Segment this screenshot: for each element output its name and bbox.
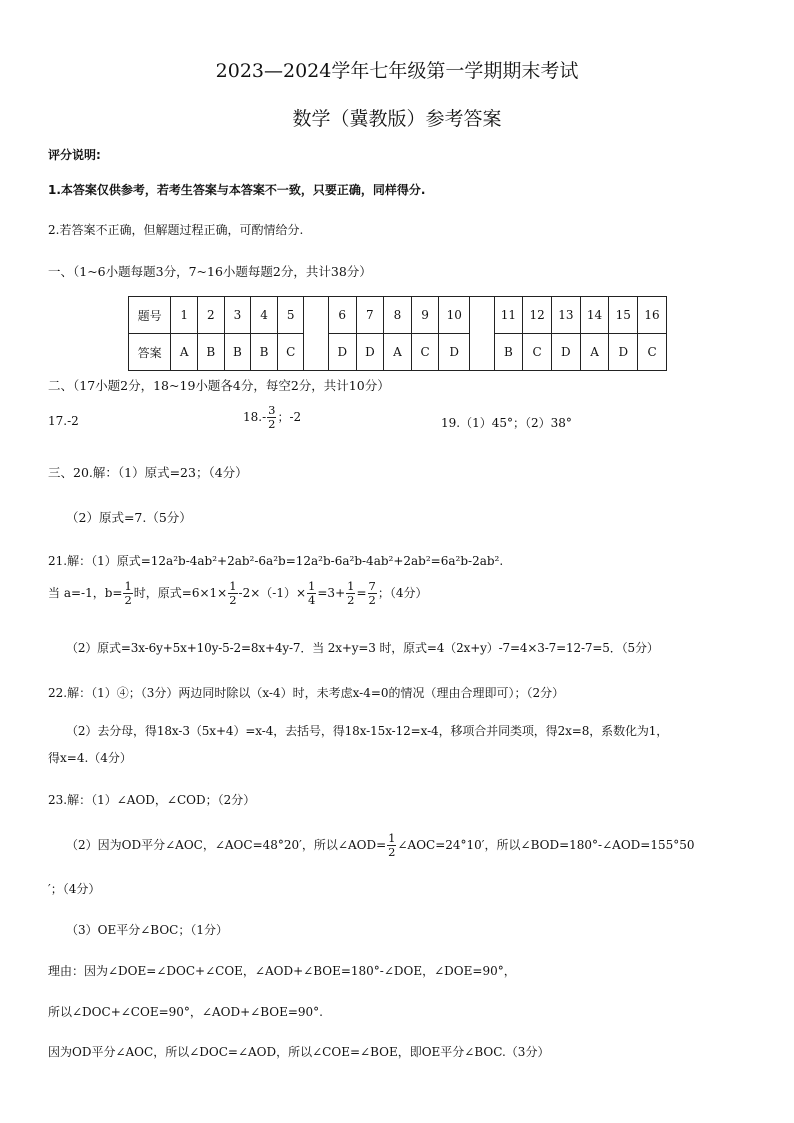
question-number: 16 bbox=[638, 297, 667, 334]
fraction-denominator: 2 bbox=[268, 417, 276, 431]
question-number: 9 bbox=[411, 297, 439, 334]
answer-cell: A bbox=[580, 334, 609, 371]
fraction-numerator: 1 bbox=[388, 831, 396, 845]
question-number: 6 bbox=[328, 297, 356, 334]
answer-18 bbox=[243, 404, 301, 431]
answer-21-part2: （2）原式=3x-6y+5x+10y-5-2=8x+4y-7．当 2x+y=3 时，原式=4（2x+y）-7=4×3-7=12-7=5．（5分） bbox=[66, 641, 659, 655]
answer-cell: C bbox=[523, 334, 552, 371]
question-number: 13 bbox=[551, 297, 580, 334]
answer-cell: B bbox=[224, 334, 251, 371]
answer-cell: D bbox=[356, 334, 384, 371]
fraction bbox=[346, 580, 355, 607]
fraction bbox=[123, 580, 132, 607]
reason-line-2: 所以∠DOC+∠COE=90°，∠AOD+∠BOE=90°. bbox=[48, 1005, 323, 1019]
text-segment: 时，原式=6×1× bbox=[133, 586, 228, 600]
answer-23-part2-line1 bbox=[66, 832, 695, 859]
document-title: 2023—2024学年七年级第一学期期末考试 bbox=[215, 60, 579, 82]
answer-cell: D bbox=[439, 334, 470, 371]
answer-cell: C bbox=[411, 334, 439, 371]
question-number: 5 bbox=[277, 297, 304, 334]
answer-cell: B bbox=[197, 334, 224, 371]
reason-line-1: 理由：因为∠DOE=∠DOC+∠COE，∠AOD+∠BOE=180°-∠DOE，∠DOE=90°， bbox=[48, 964, 516, 978]
document-subtitle: 数学（冀教版）参考答案 bbox=[292, 108, 502, 130]
fraction-numerator: 1 bbox=[308, 579, 316, 593]
answer-cell: A bbox=[384, 334, 412, 371]
answer-23-part3: （3）OE平分∠BOC；（1分） bbox=[66, 923, 228, 937]
question-number: 7 bbox=[356, 297, 384, 334]
question-number: 2 bbox=[197, 297, 224, 334]
answer-cell: C bbox=[638, 334, 667, 371]
answer-20-part2: （2）原式=7.（5分） bbox=[66, 510, 192, 525]
answer-cell: D bbox=[328, 334, 356, 371]
answer-18-prefix: 18.- bbox=[243, 410, 267, 424]
answer-cell: B bbox=[251, 334, 278, 371]
fraction bbox=[307, 580, 316, 607]
answer-cell: D bbox=[609, 334, 638, 371]
answer-table bbox=[128, 296, 667, 371]
text-segment: （2）因为OD平分∠AOC，∠AOC=48°20′，所以∠AOD= bbox=[66, 838, 387, 852]
question-number: 3 bbox=[224, 297, 251, 334]
fraction-denominator: 4 bbox=[308, 593, 316, 607]
answer-table-number-row bbox=[129, 297, 667, 334]
fraction-numerator: 1 bbox=[347, 579, 355, 593]
scoring-note-1: 1.本答案仅供参考，若考生答案与本答案不一致，只要正确，同样得分. bbox=[48, 183, 426, 197]
answer-cell: C bbox=[277, 334, 304, 371]
answer-cell: A bbox=[171, 334, 198, 371]
text-segment: 当 a=-1，b= bbox=[48, 586, 123, 600]
fraction-denominator: 2 bbox=[388, 845, 396, 859]
fraction-denominator: 2 bbox=[229, 593, 237, 607]
answer-18-suffix: ；-2 bbox=[277, 410, 302, 424]
answer-table-answer-row bbox=[129, 334, 667, 371]
answer-22-part2-line2: 得x=4.（4分） bbox=[48, 751, 132, 765]
text-segment: ；（4分） bbox=[377, 586, 428, 600]
answer-19: 19.（1）45°；（2）38° bbox=[441, 416, 572, 430]
fraction-numerator: 1 bbox=[124, 579, 132, 593]
fraction-denominator: 2 bbox=[368, 593, 376, 607]
table-gap bbox=[304, 297, 328, 371]
fraction bbox=[387, 832, 396, 859]
question-number: 11 bbox=[494, 297, 523, 334]
fraction-numerator: 1 bbox=[229, 579, 237, 593]
answer-21-part1: 21.解：（1）原式=12a²b-4ab²+2ab²-6a²b=12a²b-6a²b-4ab²+2ab²=6a²b-2ab². bbox=[48, 554, 504, 568]
text-segment: =3+ bbox=[317, 586, 346, 600]
text-segment: ∠AOC=24°10′，所以∠BOD=180°-∠AOD=155°50 bbox=[397, 838, 695, 852]
fraction-denominator: 2 bbox=[347, 593, 355, 607]
answer-23-part2-line2: ′；（4分） bbox=[48, 882, 101, 896]
row-label: 题号 bbox=[129, 297, 171, 334]
reason-line-3: 因为OD平分∠AOC，所以∠DOC=∠AOD，所以∠COE=∠BOE，即OE平分∠BOC.（3分） bbox=[48, 1045, 550, 1059]
scoring-note-2: 2.若答案不正确，但解题过程正确，可酌情给分. bbox=[48, 223, 304, 237]
answer-23-part1: 23.解：（1）∠AOD，∠COD；（2分） bbox=[48, 793, 256, 807]
fraction bbox=[368, 580, 377, 607]
question-number: 8 bbox=[384, 297, 412, 334]
answer-22-part1: 22.解：（1）④；（3分）两边同时除以（x-4）时，未考虑x-4=0的情况（理由合理即可）；（2分） bbox=[48, 686, 565, 700]
answer-20-part1: 三、20.解：（1）原式=23；（4分） bbox=[48, 465, 248, 480]
fraction-denominator: 2 bbox=[124, 593, 132, 607]
table-gap bbox=[470, 297, 494, 371]
scoring-heading: 评分说明: bbox=[48, 148, 101, 162]
text-segment: -2×（-1）× bbox=[238, 586, 307, 600]
fraction-numerator: 7 bbox=[368, 579, 376, 593]
question-number: 1 bbox=[171, 297, 198, 334]
answer-cell: D bbox=[551, 334, 580, 371]
answer-cell: B bbox=[494, 334, 523, 371]
row-label: 答案 bbox=[129, 334, 171, 371]
question-number: 15 bbox=[609, 297, 638, 334]
fraction bbox=[228, 580, 237, 607]
question-number: 12 bbox=[523, 297, 552, 334]
question-number: 10 bbox=[439, 297, 470, 334]
answer-17: 17.-2 bbox=[48, 414, 79, 428]
fraction-numerator: 3 bbox=[268, 403, 276, 417]
answer-22-part2-line1: （2）去分母，得18x-3（5x+4）=x-4，去括号，得18x-15x-12=x-4，移项合并同类项，得2x=8，系数化为1， bbox=[66, 724, 669, 738]
fraction bbox=[267, 404, 276, 431]
question-number: 14 bbox=[580, 297, 609, 334]
text-segment: = bbox=[356, 586, 367, 600]
section2-heading: 二、（17小题2分，18~19小题各4分，每空2分，共计10分） bbox=[48, 378, 390, 393]
section1-heading: 一、（1~6小题每题3分，7~16小题每题2分，共计38分） bbox=[48, 264, 372, 279]
question-number: 4 bbox=[251, 297, 278, 334]
answer-21-substitution bbox=[48, 580, 427, 607]
